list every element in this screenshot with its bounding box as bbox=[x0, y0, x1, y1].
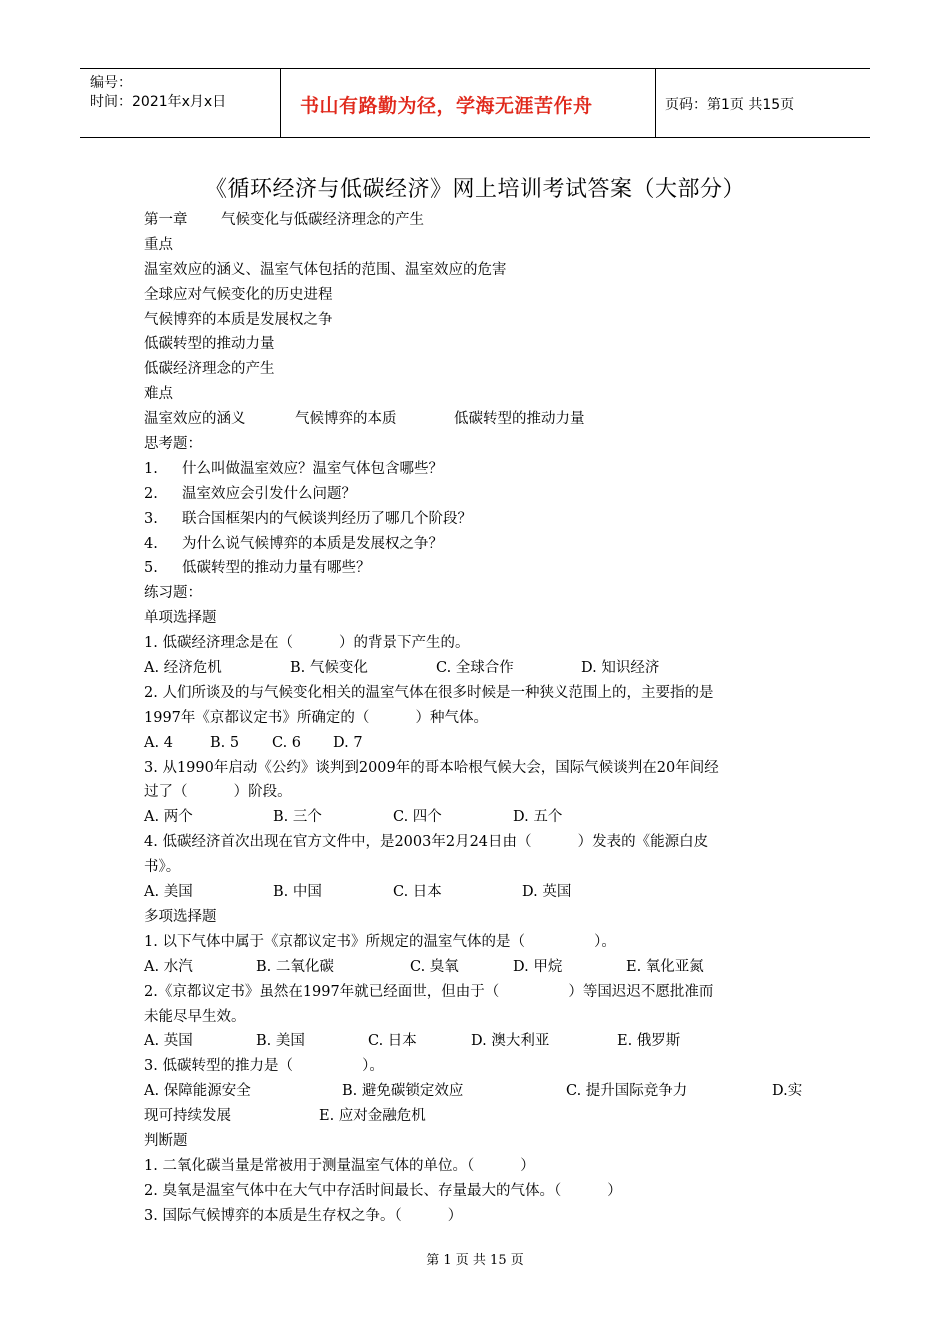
judge-item: 2. 臭氧是温室气体中在大气中存活时间最长、存量最大的气体。（ ） bbox=[144, 1182, 622, 1199]
option: D.实 bbox=[772, 1083, 803, 1100]
difficult-item: 温室效应的涵义 bbox=[144, 411, 246, 428]
question-number: 2. bbox=[144, 485, 158, 502]
option: B. 二氧化碳 bbox=[256, 958, 334, 975]
header-page-cell bbox=[655, 69, 870, 137]
difficult-heading: 难点 bbox=[144, 386, 173, 403]
key-points-heading: 重点 bbox=[144, 236, 173, 253]
chapter-heading bbox=[144, 208, 812, 233]
multi-question-1: 1. 以下气体中属于《京都议定书》所规定的温室气体的是（ ）。 bbox=[144, 933, 616, 950]
option: 现可持续发展 bbox=[144, 1108, 231, 1125]
multi-question-3: 3. 低碳转型的推力是（ ）。 bbox=[144, 1058, 384, 1075]
option: C. 日本 bbox=[393, 884, 442, 901]
option: D. 英国 bbox=[522, 884, 572, 901]
single-question-3: 3. 从1990年启动《公约》谈判到2009年的哥本哈根气候大会，国际气候谈判在20年间经 bbox=[144, 759, 719, 776]
option: B. 5 bbox=[210, 734, 240, 751]
page-info: 页码：第1页 共15页 bbox=[665, 97, 795, 113]
judge-item: 1. 二氧化碳当量是常被用于测量温室气体的单位。（ ） bbox=[144, 1157, 535, 1174]
option: C. 臭氧 bbox=[410, 958, 459, 975]
option: D. 五个 bbox=[513, 809, 563, 826]
difficult-item: 低碳转型的推动力量 bbox=[454, 411, 585, 428]
option: C. 日本 bbox=[368, 1033, 417, 1050]
key-point: 温室效应的涵义、温室气体包括的范围、温室效应的危害 bbox=[144, 261, 507, 278]
multi-question-2-cont: 未能尽早生效。 bbox=[144, 1008, 246, 1025]
multi-options-2 bbox=[144, 1029, 812, 1054]
option: A. 两个 bbox=[144, 809, 193, 826]
difficult-items bbox=[144, 407, 812, 432]
option: D. 知识经济 bbox=[581, 660, 660, 677]
page-footer: 第 1 页 共 15 页 bbox=[426, 1253, 524, 1268]
single-question-2: 2. 人们所谈及的与气候变化相关的温室气体在很多时候是一种狭义范围上的，主要指的是 bbox=[144, 684, 714, 701]
thinking-question bbox=[144, 482, 812, 507]
time-label: 时间：2021年x月x日 bbox=[90, 94, 227, 110]
option: B. 气候变化 bbox=[290, 660, 368, 677]
key-point: 低碳转型的推动力量 bbox=[144, 336, 275, 353]
option: E. 应对金融危机 bbox=[319, 1108, 426, 1125]
difficult-item: 气候博弈的本质 bbox=[295, 411, 397, 428]
thinking-question bbox=[144, 507, 812, 532]
multi-options-1 bbox=[144, 955, 812, 980]
option: C. 全球合作 bbox=[436, 660, 514, 677]
option: C. 6 bbox=[272, 734, 302, 751]
multi-choice-heading: 多项选择题 bbox=[144, 908, 217, 925]
header-motto-cell bbox=[280, 69, 656, 137]
single-question-1: 1. 低碳经济理念是在（ ）的背景下产生的。 bbox=[144, 635, 470, 652]
option: D. 7 bbox=[333, 734, 363, 751]
key-point: 全球应对气候变化的历史进程 bbox=[144, 286, 333, 303]
option: A. 水汽 bbox=[144, 958, 193, 975]
multi-options-3 bbox=[144, 1079, 812, 1104]
document-title: 《循环经济与低碳经济》网上培训考试答案（大部分） bbox=[204, 177, 745, 202]
question-text: 低碳转型的推动力量有哪些？ bbox=[182, 560, 371, 577]
single-choice-heading: 单项选择题 bbox=[144, 610, 217, 627]
option: A. 英国 bbox=[144, 1033, 193, 1050]
option: A. 美国 bbox=[144, 884, 193, 901]
question-number: 5. bbox=[144, 560, 158, 577]
option: A. 4 bbox=[144, 734, 173, 751]
motto-text: 书山有路勤为径，学海无涯苦作舟 bbox=[300, 95, 593, 117]
single-question-2-cont: 1997年《京都议定书》所确定的（ ）种气体。 bbox=[144, 709, 488, 726]
option: E. 氧化亚氮 bbox=[626, 958, 704, 975]
single-options-4 bbox=[144, 880, 812, 905]
option: C. 四个 bbox=[393, 809, 442, 826]
single-question-3-cont: 过了（ ）阶段。 bbox=[144, 784, 292, 801]
option: B. 避免碳锁定效应 bbox=[342, 1083, 464, 1100]
single-options-1 bbox=[144, 656, 812, 681]
header-table bbox=[80, 68, 870, 138]
question-text: 联合国框架内的气候谈判经历了哪几个阶段？ bbox=[182, 510, 472, 527]
multi-options-3-cont bbox=[144, 1104, 812, 1129]
multi-question-2: 2.《京都议定书》虽然在1997年就已经面世，但由于（ ）等国迟迟不愿批准而 bbox=[144, 983, 714, 1000]
option: C. 提升国际竞争力 bbox=[566, 1083, 688, 1100]
single-question-4-cont: 书》。 bbox=[144, 859, 181, 876]
thinking-heading: 思考题： bbox=[144, 436, 202, 453]
question-text: 什么叫做温室效应？温室气体包含哪些？ bbox=[182, 460, 443, 477]
document-body bbox=[144, 208, 812, 1229]
chapter-name: 气候变化与低碳经济理念的产生 bbox=[221, 212, 424, 228]
option: D. 甲烷 bbox=[513, 958, 563, 975]
option: A. 经济危机 bbox=[144, 660, 222, 677]
key-point: 气候博弈的本质是发展权之争 bbox=[144, 311, 333, 328]
thinking-question bbox=[144, 556, 812, 581]
thinking-question bbox=[144, 457, 812, 482]
single-question-4: 4. 低碳经济首次出现在官方文件中，是2003年2月24日由（ ）发表的《能源白皮 bbox=[144, 834, 709, 851]
question-text: 为什么说气候博弈的本质是发展权之争？ bbox=[182, 535, 443, 552]
option: B. 美国 bbox=[256, 1033, 305, 1050]
option: D. 澳大利亚 bbox=[471, 1033, 550, 1050]
header-left-cell bbox=[80, 69, 281, 137]
thinking-question bbox=[144, 532, 812, 557]
single-options-2 bbox=[144, 731, 812, 756]
option: B. 中国 bbox=[273, 884, 322, 901]
option: B. 三个 bbox=[273, 809, 322, 826]
question-number: 4. bbox=[144, 535, 158, 552]
chapter-number: 第一章 bbox=[144, 212, 188, 228]
question-number: 3. bbox=[144, 510, 158, 527]
option: A. 保障能源安全 bbox=[144, 1083, 251, 1100]
judge-item: 3. 国际气候博弈的本质是生存权之争。（ ） bbox=[144, 1207, 463, 1224]
key-point: 低碳经济理念的产生 bbox=[144, 361, 275, 378]
question-text: 温室效应会引发什么问题？ bbox=[182, 485, 356, 502]
option: E. 俄罗斯 bbox=[617, 1033, 681, 1050]
number-label: 编号： bbox=[90, 75, 132, 91]
exercise-heading: 练习题： bbox=[144, 585, 202, 602]
single-options-3 bbox=[144, 805, 812, 830]
question-number: 1. bbox=[144, 460, 158, 477]
judge-heading: 判断题 bbox=[144, 1132, 188, 1149]
